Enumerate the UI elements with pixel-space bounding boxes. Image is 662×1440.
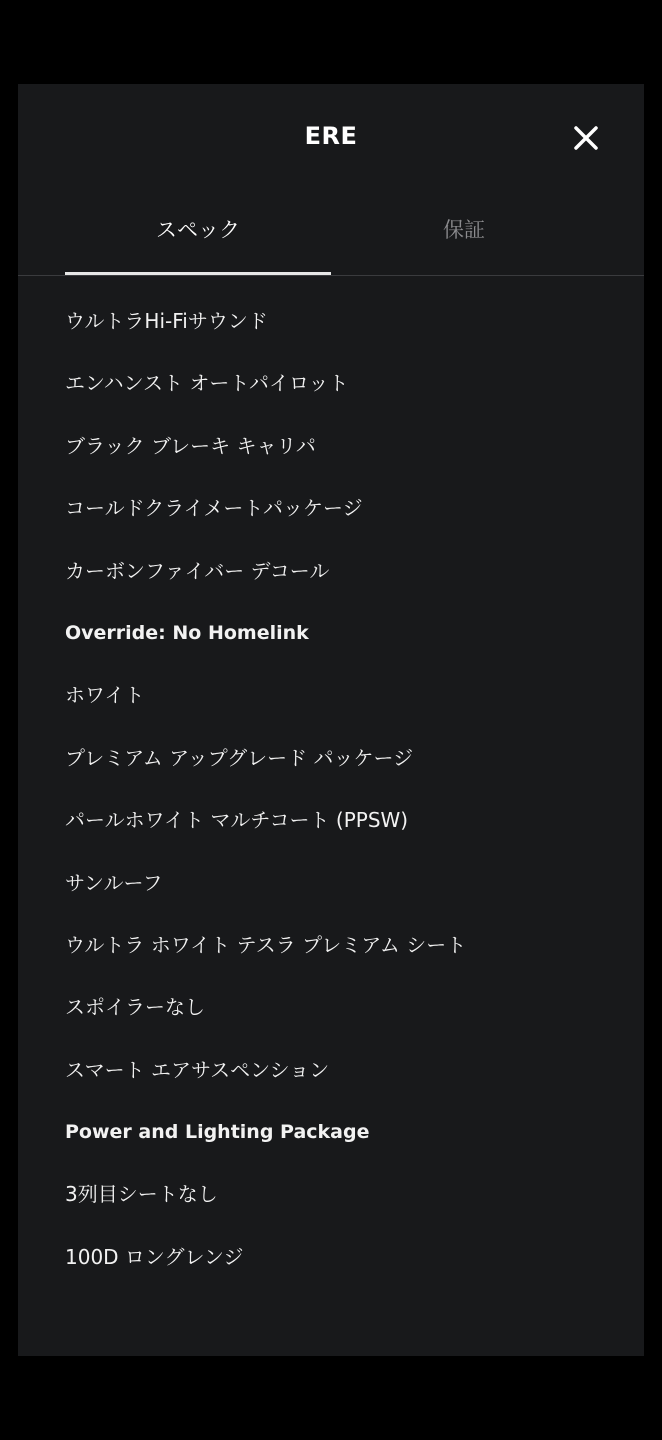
spec-item: スマート エアサスペンション [65,1057,330,1082]
close-button[interactable] [570,122,602,154]
spec-item: スポイラーなし [65,995,205,1020]
tab-warranty[interactable]: 保証 [443,218,485,242]
spec-item: パールホワイト マルチコート (PPSW) [65,808,409,833]
spec-item: サンルーフ [65,870,163,895]
spec-item: 100D ロングレンジ [65,1244,244,1269]
spec-item: ブラック ブレーキ キャリパ [65,433,316,458]
spec-list [65,290,625,1288]
spec-item: コールドクライメートパッケージ [65,496,363,521]
spec-item: プレミアム アップグレード パッケージ [65,745,414,770]
spec-item: カーボンファイバー デコール [65,558,330,583]
tab-specs[interactable]: スペック [65,194,331,275]
spec-item: 3列目シートなし [65,1182,218,1207]
tab-bar [18,194,644,276]
spec-item: ウルトラHi-Fiサウンド [65,309,268,333]
specs-modal [18,84,644,1356]
spec-item: エンハンスト オートパイロット [65,371,349,396]
spec-item: Override: No Homelink [65,621,309,644]
modal-header [18,84,644,194]
close-icon [570,122,602,154]
spec-item: Power and Lighting Package [65,1121,370,1144]
spec-item: ウルトラ ホワイト テスラ プレミアム シート [65,932,467,957]
modal-title: ERE [304,122,358,150]
spec-item: ホワイト [65,683,145,708]
